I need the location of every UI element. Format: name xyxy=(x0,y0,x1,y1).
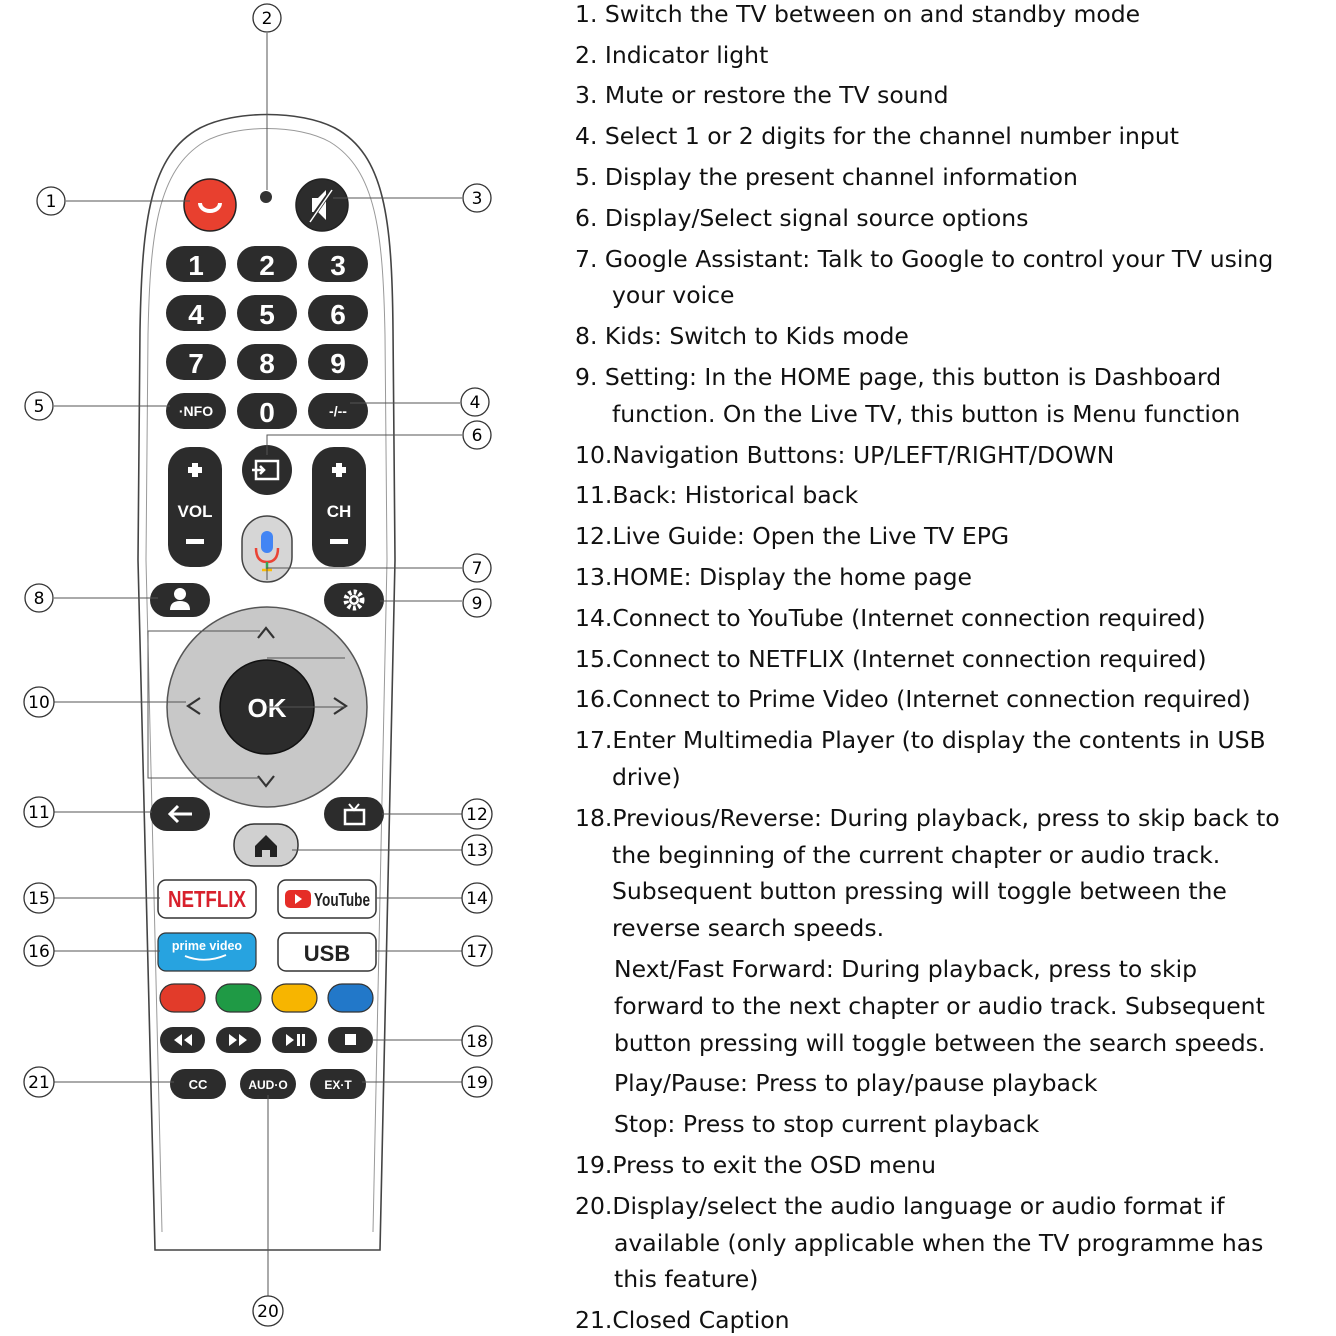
legend-item: 18.Previous/Reverse: During playback, press to skip back to xyxy=(575,804,1280,832)
prime-video-logo: prime video xyxy=(171,939,243,953)
svg-text:2: 2 xyxy=(261,9,273,29)
number-key-label: 5 xyxy=(259,299,275,330)
legend xyxy=(575,0,1330,1336)
live-guide-button[interactable] xyxy=(324,797,384,831)
channel-rocker[interactable] xyxy=(312,447,366,567)
legend-item-continued: Subsequent button pressing will toggle between the xyxy=(612,877,1227,905)
number-key[interactable] xyxy=(308,295,368,331)
legend-item: 7. Google Assistant: Talk to Google to control your TV using xyxy=(575,245,1274,273)
legend-item: 8. Kids: Switch to Kids mode xyxy=(575,322,909,350)
indicator-light xyxy=(260,191,272,203)
legend-item: 1. Switch the TV between on and standby mode xyxy=(575,0,1141,28)
legend-item: 15.Connect to NETFLIX (Internet connection required) xyxy=(575,645,1207,673)
svg-text:15: 15 xyxy=(28,889,50,909)
netflix-button[interactable] xyxy=(158,880,256,918)
legend-item-continued: your voice xyxy=(612,281,735,309)
legend-item-continued: reverse search speeds. xyxy=(612,914,885,942)
callout xyxy=(463,184,491,212)
number-key-label: 7 xyxy=(188,348,204,379)
svg-text:13: 13 xyxy=(466,841,488,861)
green-color-key[interactable] xyxy=(216,984,261,1012)
back-button[interactable] xyxy=(150,797,210,831)
number-key[interactable] xyxy=(308,246,368,282)
svg-text:5: 5 xyxy=(33,397,45,417)
callout xyxy=(37,187,65,215)
svg-text:10: 10 xyxy=(28,693,50,713)
svg-text:12: 12 xyxy=(466,805,488,825)
legend-item-continued: function. On the Live TV, this button is Menu function xyxy=(612,400,1241,428)
svg-text:4: 4 xyxy=(469,393,481,413)
legend-item: 6. Display/Select signal source options xyxy=(575,204,1029,232)
legend-item: 12.Live Guide: Open the Live TV EPG xyxy=(575,522,1010,550)
legend-item: 5. Display the present channel information xyxy=(575,163,1078,191)
power-button[interactable] xyxy=(184,179,236,231)
legend-item-continued: Play/Pause: Press to play/pause playback xyxy=(614,1069,1098,1097)
channel-down-icon xyxy=(330,539,348,544)
usb-button[interactable] xyxy=(278,933,376,971)
callout xyxy=(463,421,491,449)
remote-diagram xyxy=(0,0,575,1336)
legend-item-continued: drive) xyxy=(612,763,681,791)
callout xyxy=(462,936,492,966)
callout xyxy=(25,392,53,420)
svg-text:3: 3 xyxy=(471,189,483,209)
cc-button[interactable] xyxy=(170,1069,226,1099)
number-key-label: 4 xyxy=(188,299,204,330)
home-button[interactable] xyxy=(234,824,298,866)
red-color-key[interactable] xyxy=(160,984,205,1012)
callout xyxy=(24,797,54,827)
legend-item-continued: Stop: Press to stop current playback xyxy=(614,1110,1040,1138)
legend-item: 4. Select 1 or 2 digits for the channel number input xyxy=(575,122,1179,150)
legend-item: 21.Closed Caption xyxy=(575,1306,790,1334)
callout xyxy=(462,799,492,829)
number-key[interactable] xyxy=(237,246,297,282)
info-button-label: ·NFO xyxy=(178,403,214,419)
audio-label: AUD·O xyxy=(248,1078,288,1092)
play-pause-button[interactable] xyxy=(272,1027,317,1053)
legend-item: 16.Connect to Prime Video (Internet connection required) xyxy=(575,685,1251,713)
number-key-label: 9 xyxy=(330,348,346,379)
legend-item: 3. Mute or restore the TV sound xyxy=(575,81,949,109)
exit-button[interactable] xyxy=(310,1069,366,1099)
number-key-label: 8 xyxy=(259,348,275,379)
rewind-button[interactable] xyxy=(160,1027,205,1053)
legend-item-continued: button pressing will toggle between the search speeds. xyxy=(614,1029,1266,1057)
fast-forward-button[interactable] xyxy=(216,1027,261,1053)
digit-button[interactable] xyxy=(308,393,368,429)
svg-text:6: 6 xyxy=(471,426,483,446)
callout xyxy=(24,883,54,913)
callout xyxy=(24,687,54,717)
stop-icon xyxy=(345,1034,356,1045)
digit-button-label: -/-- xyxy=(329,403,347,419)
exit-label: EX·T xyxy=(324,1078,352,1092)
number-key[interactable] xyxy=(308,344,368,380)
number-key-label: 3 xyxy=(330,250,346,281)
callout xyxy=(462,883,492,913)
channel-label: CH xyxy=(326,502,352,521)
svg-text:16: 16 xyxy=(28,942,50,962)
number-key[interactable] xyxy=(166,246,226,282)
svg-text:17: 17 xyxy=(466,942,488,962)
svg-text:19: 19 xyxy=(466,1073,488,1093)
yellow-color-key[interactable] xyxy=(272,984,317,1012)
svg-text:11: 11 xyxy=(28,803,50,823)
youtube-logo: YouTube xyxy=(314,890,370,910)
legend-item-continued: the beginning of the current chapter or audio track. xyxy=(612,841,1221,869)
svg-text:8: 8 xyxy=(33,589,45,609)
callout xyxy=(463,554,491,582)
legend-item: 11.Back: Historical back xyxy=(575,481,859,509)
legend-item-continued: available (only applicable when the TV programme has xyxy=(614,1229,1264,1257)
legend-item: 2. Indicator light xyxy=(575,41,769,69)
zero-key[interactable] xyxy=(237,393,297,429)
svg-text:9: 9 xyxy=(471,594,483,614)
svg-text:7: 7 xyxy=(471,559,483,579)
number-key[interactable] xyxy=(166,295,226,331)
audio-button[interactable] xyxy=(240,1069,296,1099)
youtube-button[interactable] xyxy=(278,880,376,918)
volume-down-icon xyxy=(186,539,204,544)
svg-text:1: 1 xyxy=(45,192,57,212)
svg-text:18: 18 xyxy=(466,1032,488,1052)
callout xyxy=(463,589,491,617)
blue-color-key[interactable] xyxy=(328,984,373,1012)
legend-item: 9. Setting: In the HOME page, this button is Dashboard xyxy=(575,363,1222,391)
callout xyxy=(462,1067,492,1097)
callout xyxy=(253,4,281,32)
svg-text:20: 20 xyxy=(257,1302,279,1322)
callout xyxy=(24,936,54,966)
number-key[interactable] xyxy=(237,344,297,380)
kids-button[interactable] xyxy=(150,583,210,617)
callout xyxy=(462,1026,492,1056)
zero-key-label: 0 xyxy=(259,397,275,428)
number-key[interactable] xyxy=(237,295,297,331)
legend-item: 20.Display/select the audio language or audio format if xyxy=(575,1192,1225,1220)
legend-item-continued: Next/Fast Forward: During playback, press to skip xyxy=(614,955,1198,983)
legend-item-continued: forward to the next chapter or audio track. Subsequent xyxy=(614,992,1265,1020)
cc-label: CC xyxy=(188,1077,208,1092)
netflix-logo: NETFLIX xyxy=(168,886,247,912)
settings-button[interactable] xyxy=(324,583,384,617)
svg-text:14: 14 xyxy=(466,889,488,909)
prime-video-button[interactable] xyxy=(158,933,256,971)
legend-item: 10.Navigation Buttons: UP/LEFT/RIGHT/DOWN xyxy=(575,441,1115,469)
volume-rocker[interactable] xyxy=(168,447,222,567)
info-button[interactable] xyxy=(166,393,226,429)
callout xyxy=(461,388,489,416)
mute-button[interactable] xyxy=(296,179,348,231)
legend-item: 14.Connect to YouTube (Internet connection required) xyxy=(575,604,1206,632)
number-key-label: 6 xyxy=(330,299,346,330)
usb-label: USB xyxy=(303,941,351,966)
legend-item-continued: this feature) xyxy=(614,1265,759,1293)
legend-item: 19.Press to exit the OSD menu xyxy=(575,1151,937,1179)
volume-label: VOL xyxy=(177,502,213,521)
stop-button[interactable] xyxy=(328,1027,373,1053)
number-key[interactable] xyxy=(166,344,226,380)
callout xyxy=(24,1067,54,1097)
legend-item: 17.Enter Multimedia Player (to display the contents in USB xyxy=(575,726,1266,754)
number-key-label: 1 xyxy=(188,250,204,281)
callout xyxy=(253,1296,283,1326)
svg-text:21: 21 xyxy=(28,1073,50,1093)
ok-label: OK xyxy=(247,693,287,723)
callout xyxy=(462,835,492,865)
callout xyxy=(25,584,53,612)
number-key-label: 2 xyxy=(259,250,275,281)
legend-item: 13.HOME: Display the home page xyxy=(575,563,972,591)
